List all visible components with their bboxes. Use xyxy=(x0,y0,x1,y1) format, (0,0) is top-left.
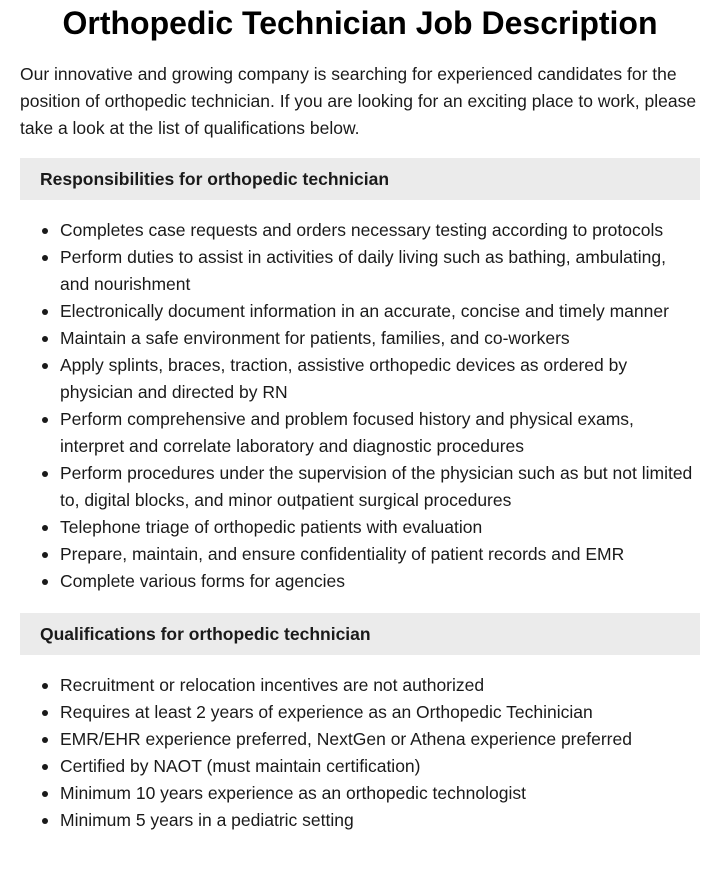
responsibilities-heading: Responsibilities for orthopedic technician xyxy=(20,158,700,200)
list-item xyxy=(60,244,700,298)
bullet-icon xyxy=(42,726,52,753)
bullet-icon xyxy=(42,298,52,325)
bullet-icon xyxy=(42,352,52,379)
qualifications-list xyxy=(20,672,700,834)
list-item xyxy=(60,699,700,726)
bullet-icon xyxy=(42,514,52,541)
bullet-icon xyxy=(42,807,52,834)
list-item-text: Perform comprehensive and problem focused history and physical exams, interpret and correlate laboratory and diagnostic procedures xyxy=(60,409,634,456)
list-item xyxy=(60,325,700,352)
list-item-text: Recruitment or relocation incentives are not authorized xyxy=(60,675,485,695)
bullet-icon xyxy=(42,217,52,244)
bullet-icon xyxy=(42,406,52,433)
list-item xyxy=(60,780,700,807)
bullet-icon xyxy=(42,460,52,487)
list-item xyxy=(60,672,700,699)
list-item-text: Prepare, maintain, and ensure confidentiality of patient records and EMR xyxy=(60,544,625,564)
bullet-icon xyxy=(42,753,52,780)
list-item-text: Apply splints, braces, traction, assistive orthopedic devices as ordered by physician and directed by RN xyxy=(60,355,628,402)
responsibilities-list xyxy=(20,217,700,595)
list-item-text: Telephone triage of orthopedic patients with evaluation xyxy=(60,517,483,537)
list-item xyxy=(60,541,700,568)
list-item-text: Maintain a safe environment for patients, families, and co-workers xyxy=(60,328,570,348)
bullet-icon xyxy=(42,672,52,699)
bullet-icon xyxy=(42,780,52,807)
list-item-text: Certified by NAOT (must maintain certification) xyxy=(60,756,421,776)
list-item xyxy=(60,406,700,460)
list-item xyxy=(60,460,700,514)
bullet-icon xyxy=(42,244,52,271)
list-item xyxy=(60,753,700,780)
list-item-text: Minimum 10 years experience as an orthopedic technologist xyxy=(60,783,526,803)
qualifications-heading: Qualifications for orthopedic technician xyxy=(20,613,700,655)
bullet-icon xyxy=(42,568,52,595)
list-item xyxy=(60,298,700,325)
list-item xyxy=(60,352,700,406)
list-item-text: Completes case requests and orders necessary testing according to protocols xyxy=(60,220,664,240)
list-item-text: Requires at least 2 years of experience as an Orthopedic Techinician xyxy=(60,702,593,722)
list-item-text: Perform procedures under the supervision of the physician such as but not limited to, digital blocks, and minor outpatient surgical procedures xyxy=(60,463,693,510)
intro-paragraph: Our innovative and growing company is searching for experienced candidates for the position of orthopedic technician. If you are looking for an exciting place to work, please take a look at the list of qualifications below. xyxy=(20,64,697,138)
list-item-text: Minimum 5 years in a pediatric setting xyxy=(60,810,354,830)
list-item xyxy=(60,807,700,834)
list-item-text: Perform duties to assist in activities of daily living such as bathing, ambulating, and nourishment xyxy=(60,247,666,294)
bullet-icon xyxy=(42,541,52,568)
bullet-icon xyxy=(42,699,52,726)
list-item-text: EMR/EHR experience preferred, NextGen or Athena experience preferred xyxy=(60,729,632,749)
list-item xyxy=(60,568,700,595)
list-item xyxy=(60,726,700,753)
list-item-text: Electronically document information in an accurate, concise and timely manner xyxy=(60,301,669,321)
bullet-icon xyxy=(42,325,52,352)
list-item xyxy=(60,514,700,541)
list-item-text: Complete various forms for agencies xyxy=(60,571,345,591)
page-title: Orthopedic Technician Job Description xyxy=(62,5,658,41)
list-item xyxy=(60,217,700,244)
